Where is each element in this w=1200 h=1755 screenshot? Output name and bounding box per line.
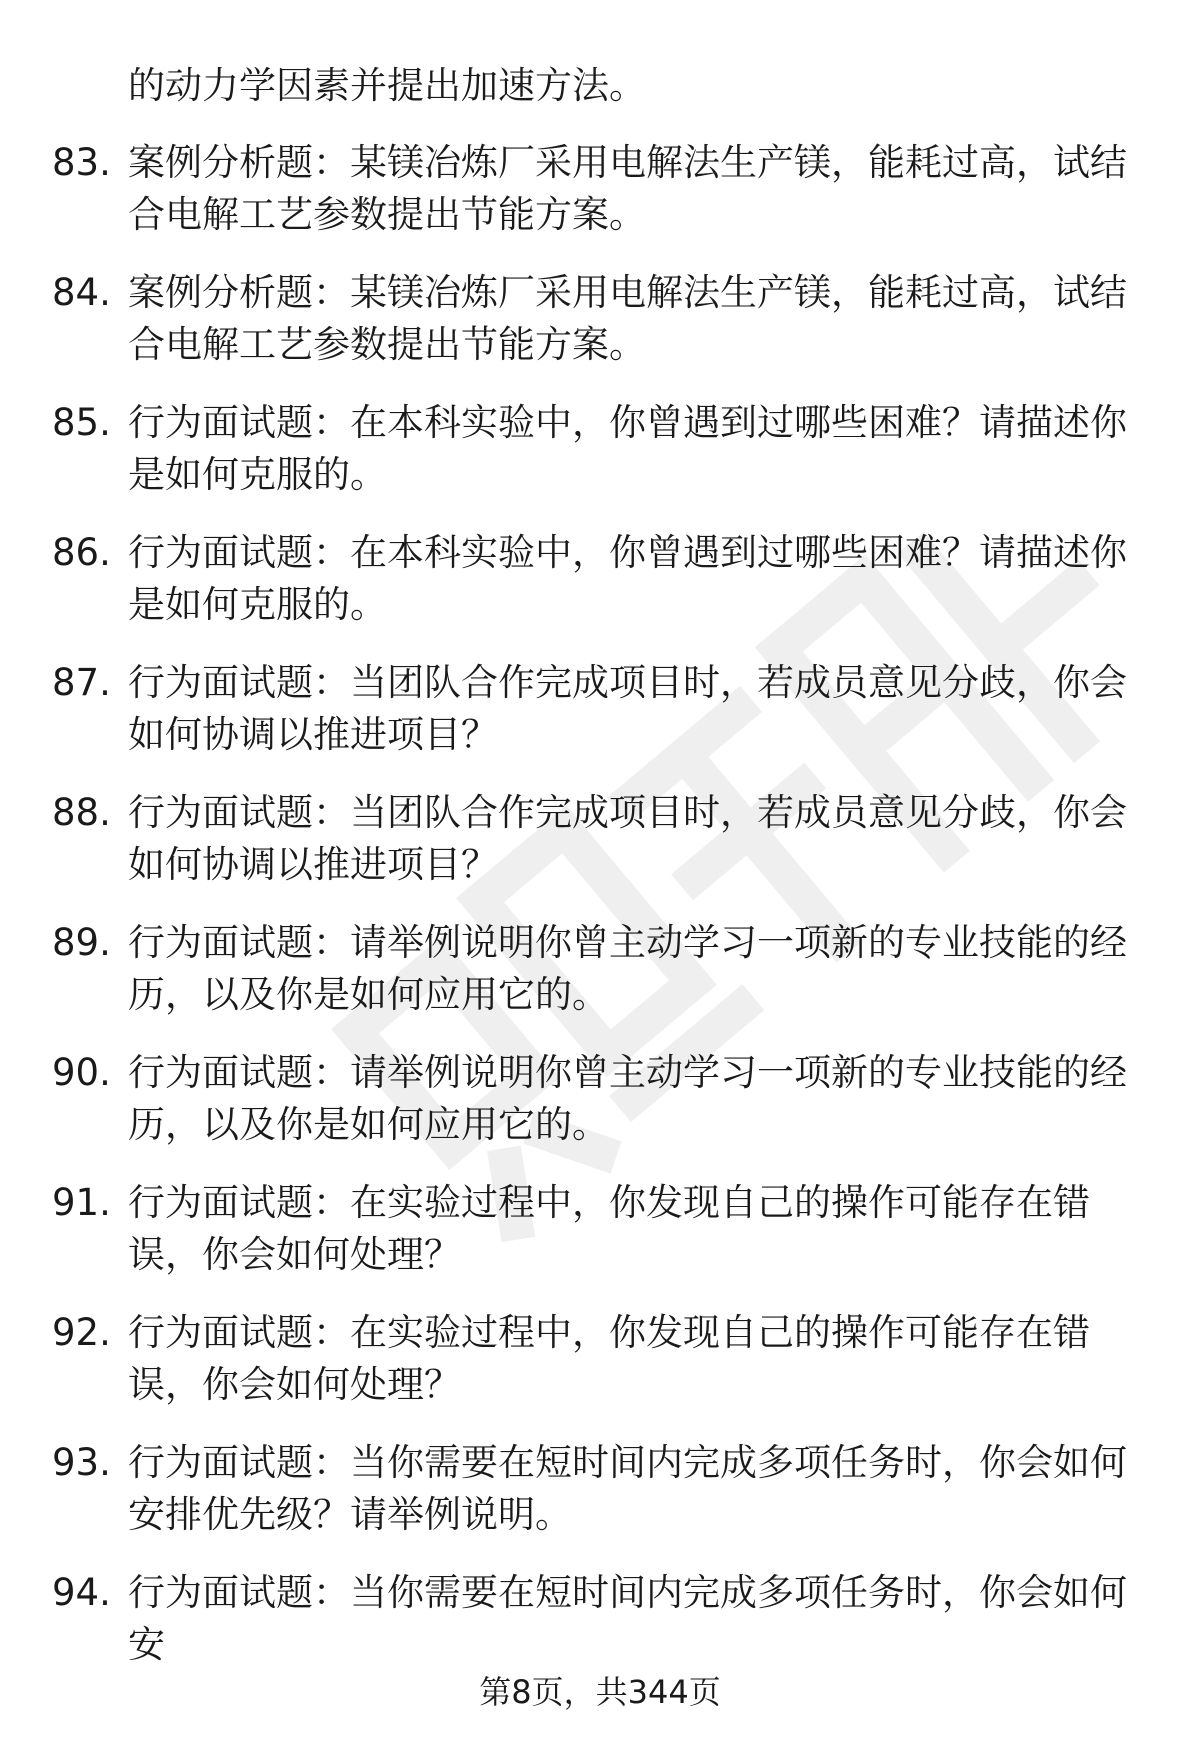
- question-number: 85.: [52, 401, 111, 444]
- question-text: 行为面试题：当团队合作完成项目时，若成员意见分歧，你会如何协调以推进项目？: [128, 791, 1127, 886]
- question-number: 89.: [52, 921, 111, 964]
- list-item: [52, 1177, 1152, 1307]
- question-number: 83.: [52, 141, 111, 184]
- question-number: 87.: [52, 661, 111, 704]
- question-list: [52, 137, 1152, 1697]
- question-number: 88.: [52, 791, 111, 834]
- continuation-text: 的动力学因素并提出加速方法。: [128, 64, 646, 107]
- question-text: 案例分析题：某镁冶炼厂采用电解法生产镁，能耗过高，试结合电解工艺参数提出节能方案。: [128, 141, 1127, 236]
- question-number: 91.: [52, 1181, 111, 1224]
- list-item: [52, 657, 1152, 787]
- question-text: 行为面试题：在实验过程中，你发现自己的操作可能存在错误，你会如何处理？: [128, 1311, 1090, 1406]
- list-item: [52, 917, 1152, 1047]
- list-item: [52, 267, 1152, 397]
- question-text: 行为面试题：当你需要在短时间内完成多项任务时，你会如何安: [128, 1571, 1127, 1666]
- question-text: 行为面试题：当团队合作完成项目时，若成员意见分歧，你会如何协调以推进项目？: [128, 661, 1127, 756]
- question-number: 90.: [52, 1051, 111, 1094]
- question-number: 94.: [52, 1571, 111, 1614]
- list-item: [52, 1437, 1152, 1567]
- question-text: 行为面试题：请举例说明你曾主动学习一项新的专业技能的经历，以及你是如何应用它的。: [128, 921, 1127, 1016]
- list-item: [52, 1047, 1152, 1177]
- list-item: [52, 787, 1152, 917]
- question-text: 行为面试题：在本科实验中，你曾遇到过哪些困难？请描述你是如何克服的。: [128, 401, 1127, 496]
- question-text: 行为面试题：在本科实验中，你曾遇到过哪些困难？请描述你是如何克服的。: [128, 531, 1127, 626]
- question-text: 案例分析题：某镁冶炼厂采用电解法生产镁，能耗过高，试结合电解工艺参数提出节能方案。: [128, 271, 1127, 366]
- question-number: 86.: [52, 531, 111, 574]
- list-item: [52, 1307, 1152, 1437]
- question-number: 84.: [52, 271, 111, 314]
- list-item: [52, 137, 1152, 267]
- question-text: 行为面试题：当你需要在短时间内完成多项任务时，你会如何安排优先级？请举例说明。: [128, 1441, 1127, 1536]
- page-footer: 第8页，共344页: [479, 1673, 721, 1711]
- question-text: 行为面试题：请举例说明你曾主动学习一项新的专业技能的经历，以及你是如何应用它的。: [128, 1051, 1127, 1146]
- question-text: 行为面试题：在实验过程中，你发现自己的操作可能存在错误，你会如何处理？: [128, 1181, 1090, 1276]
- question-number: 92.: [52, 1311, 111, 1354]
- question-number: 93.: [52, 1441, 111, 1484]
- list-item: [52, 397, 1152, 527]
- list-item: [52, 527, 1152, 657]
